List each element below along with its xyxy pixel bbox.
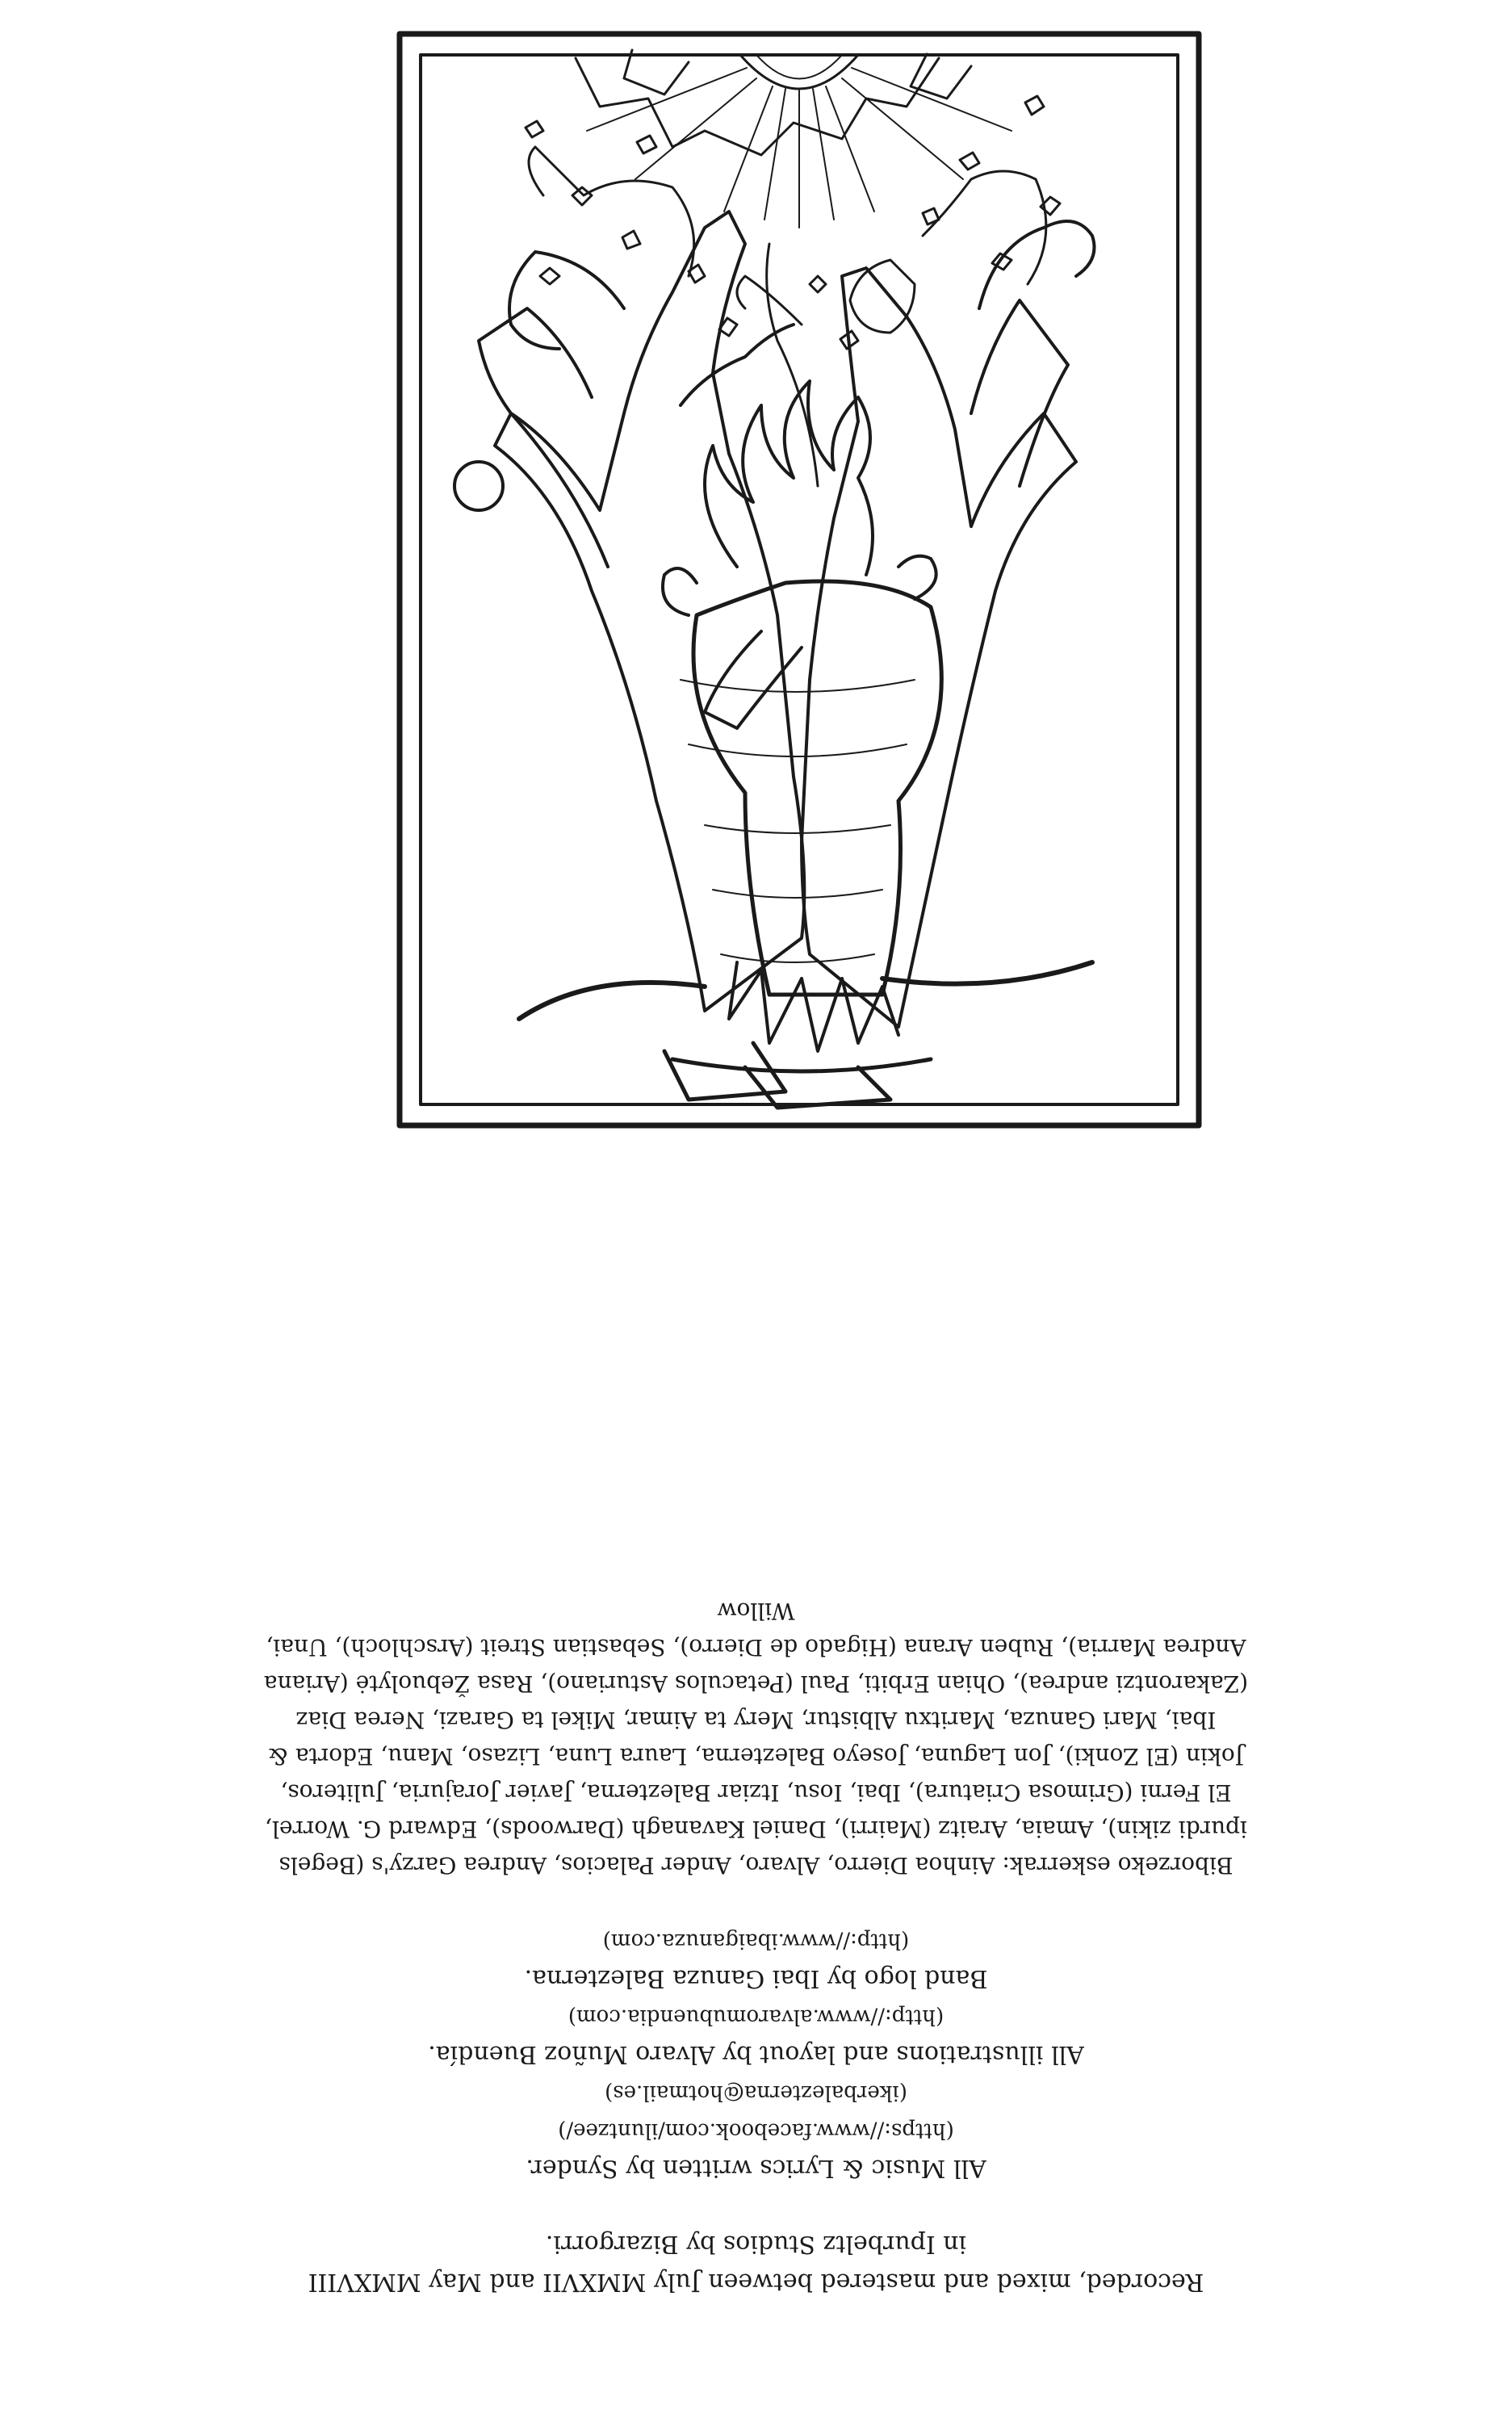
- witches-cauldron-illustration: [393, 27, 1205, 1132]
- recording-credit: [242, 2225, 1270, 2301]
- music-line: All Music & Lyrics written by Synder.: [526, 2154, 986, 2182]
- hooded-figure-left: [454, 147, 804, 1100]
- illustration-frame: [393, 27, 1205, 1132]
- thanks-paragraph: Biborzeko eskerrak: Ainhoa Dierro, Alvaro, Ander Palacios, Andrea Garzy's (Begels ipurdi zikin), Amaia, Araitz (Mairri), Daniel Kavanagh (Darwoods), Edward G. Worrel, El Ferni (Grimosa Criatura), Ibai, Iosu, Itziar Balezterna, Javier Jorajuria, Juliteros, Jokin (El Zonki), Jon Laguna, Joseyo Balezterna, Laura Luna, Lizaso, Manu, Edorta & Ibai, Mari Ganuza, Maritxu Albistur, Mery ta Aimar, Mikel ta Garazi, Nerea Diaz (Zakarontzi andrea), Ohian Erbiti, Paul (Petaculos Asturiano), Rasa Žebuolytė (Ariana Andrea Marria), Ruben Arana (Higado de Dierro), Sebastian Streit (Arschloch), Unai, Willow: [263, 1598, 1249, 1879]
- recording-line-2: in Ipurbeltz Studios by Bizargorri.: [545, 2230, 967, 2258]
- facebook-link[interactable]: (https://www.facebook.com/iluntzee/): [558, 2118, 954, 2143]
- credits-text: [242, 1593, 1270, 2301]
- recording-line-1: Recorded, mixed and mastered between July MMXVII and May MMXVIII: [308, 2268, 1204, 2296]
- falling-leaves: [526, 96, 1060, 349]
- music-credit: [242, 1921, 1270, 2187]
- logo-artist-link[interactable]: (http://www.ibaiganuza.com): [602, 1929, 910, 1953]
- illustration-line: All illustrations and layout by Alvaro Muñoz Buendía.: [428, 2040, 1084, 2068]
- logo-line: Band logo by Ibai Ganuza Balezterna.: [524, 1964, 988, 1992]
- illustrator-link[interactable]: (http://www.alvaromubuendia.com): [568, 2005, 944, 2029]
- email-address[interactable]: (ikerbalezterna@hotmail.es): [605, 2080, 907, 2105]
